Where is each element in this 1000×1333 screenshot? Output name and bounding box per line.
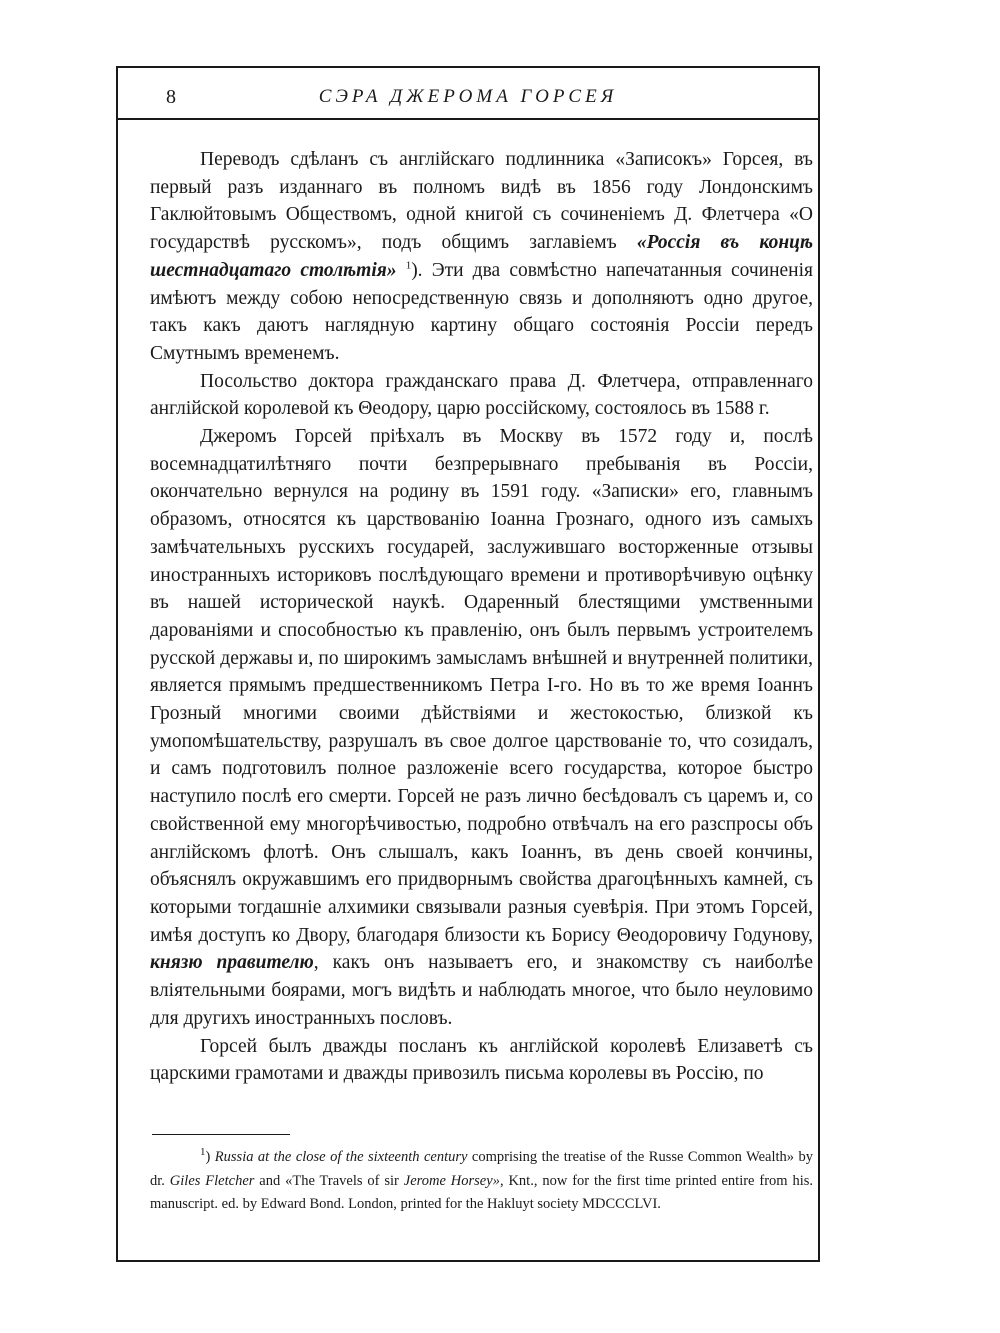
paragraph-3: [150, 423, 813, 1032]
paragraph-1: [150, 146, 813, 368]
footnote-marker: 1: [200, 1146, 206, 1159]
body-text: [150, 146, 813, 1088]
paragraph-2: Посольство доктора гражданскаго права Д. Флетчера, отправленнаго англійской королевой къ Θеодору, царю россійскому, состоялось въ 1588 г.: [150, 370, 813, 420]
footnote-text-3: , Knt., now for the first time printed entire from his. manuscript. ed. by Edward Bond. London, printed for the Hakluyt society MDCCCLVI.: [150, 1172, 813, 1212]
paragraph-3-text-a: Джеромъ Горсей пріѣхалъ въ Москву въ 1572 году и, послѣ восемнадцатилѣтняго почти безпрерывнаго пребыванія въ Россіи, окончательно вернулся на родину въ 1591 году. «Записки» его, главнымъ образомъ, относятся къ царствованію Іоанна Грознаго, одного изъ самыхъ замѣчательныхъ русскихъ государей, заслужившаго восторженные отзывы иностранныхъ историковъ послѣдующаго времени и противорѣчивую оцѣнку въ нашей исторической наукѣ. Одаренный блестящими умственными дарованіями и способностью къ правленію, онъ былъ первымъ устроителемъ русской державы и, по широкимъ замысламъ внѣшней и внутренней политики, является прямымъ предшественникомъ Петра I-го. Но въ то же время Іоаннъ Грозный многими своими дѣйствіями и жестокостью, близкой къ умопомѣшательству, разрушалъ въ свое долгое царствованіе то, что созидалъ, и самъ подготовилъ полное разложеніе всего государства, которое быстро наступило послѣ его смерти. Горсей не разъ лично бесѣдовалъ съ царемъ и, со свойственной ему многорѣчивостью, подробно отвѣчалъ на его разспросы объ англійскомъ флотѣ. Онъ слышалъ, какъ Іоаннъ, въ день своей кончины, объяснялъ окружавшимъ его придворнымъ свойства драгоцѣнныхъ камней, съ которыми тогдашніе алхимики связывали разныя суевѣрія. При этомъ Горсей, имѣя доступъ ко Двору, благодаря близости къ Борису Θеодоровичу Годунову,: [150, 426, 813, 946]
emphasis-title: князю правителю: [150, 952, 314, 974]
footnote-text-2: and «The Travels of sir: [254, 1172, 404, 1189]
footnote-author: Giles Fletcher: [169, 1172, 255, 1189]
footnote-rule: [152, 1134, 290, 1135]
paragraph-1-text-b: ). Эти два совмѣстно напечатанныя сочиненія имѣютъ между собою непосредственную связь и дополняютъ одно другое, такъ какъ даютъ наглядную картину общаго состоянія Россіи передъ Смутнымъ временемъ.: [150, 259, 813, 364]
paragraph-3-text-b: , какъ онъ называетъ его, и знакомству съ наиболѣе вліятельными боярами, могъ видѣть и наблюдать многое, что было неуловимо для другихъ иностранныхъ пословъ.: [150, 952, 814, 1029]
footnote-paragraph: $^1$) Russia at the close of the sixteenth century comprising the treatise of the Russe Common Wealth» by dr. Giles Fletcher and «The Travels of sir Jerome Horsey», Knt., now for the first time printed entire from his. manuscript. ed. by Edward Bond. London, printed for the Hakluyt society MDCCCLVI.: [150, 1146, 813, 1212]
page-header: [116, 80, 820, 116]
footnote-ref: 1: [405, 259, 412, 272]
header-rule: [116, 118, 820, 120]
running-head: СЭРА ДЖЕРОМА ГОРСЕЯ: [318, 86, 618, 107]
footnote: [150, 1146, 813, 1217]
book-title: «Россія въ концѣ шестнадцатаго столѣтія»: [150, 232, 813, 281]
footnote-name: Jerome Horsey»: [403, 1172, 500, 1189]
paragraph-4: Горсей былъ дважды посланъ къ англійской королевѣ Елизаветѣ съ царскими грамотами и дважды привозилъ письма королевы въ Россію, по: [150, 1035, 813, 1085]
page-number: 8: [166, 86, 176, 108]
footnote-text-1: comprising the treatise of the Russe Common Wealth» by dr.: [150, 1149, 813, 1189]
footnote-title: Russia at the close of the sixteenth century: [214, 1149, 468, 1165]
paragraph-1-text-a: Переводъ сдѣланъ съ англійскаго подлинника «Записокъ» Горсея, въ первый разъ изданнаго въ полномъ видѣ въ 1856 году Лондонскимъ Гаклюйтовымъ Обществомъ, одной книгой съ сочиненіемъ Д. Флетчера «О государствѣ русскомъ», подъ общимъ заглавіемъ: [150, 149, 813, 254]
